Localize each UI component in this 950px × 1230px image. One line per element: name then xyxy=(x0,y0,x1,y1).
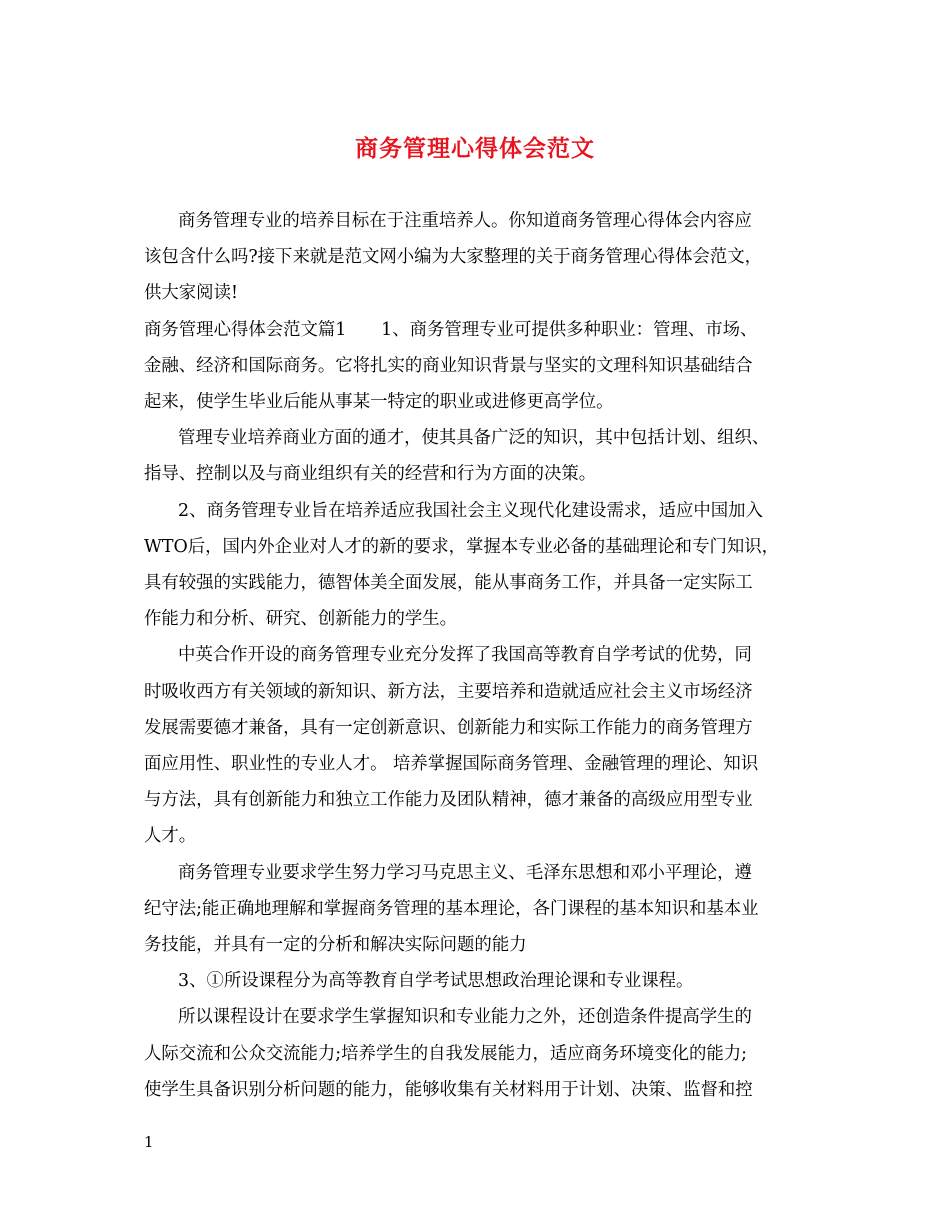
paragraph-line: 所以课程设计在要求学生掌握知识和专业能力之外，还创造条件提高学生的 xyxy=(178,1007,752,1028)
paragraph-line: 商务管理专业的培养目标在于注重培养人。你知道商务管理心得体会内容应 xyxy=(178,211,752,231)
paragraph-line: 3、①所设课程分为高等教育自学考试思想政治理论课和专业课程。 xyxy=(178,971,694,992)
paragraph-line: 人才。 xyxy=(144,826,197,847)
paragraph-line: WTO后，国内外企业对人才的新的要求，掌握本专业必备的基础理论和专门知识， xyxy=(144,536,780,557)
paragraph-line: 起来，使学生毕业后能从事某一特定的职业或进修更高学位。 xyxy=(144,392,614,412)
paragraph-line: 具有较强的实践能力，德智体美全面发展，能从事商务工作，并具备一定实际工 xyxy=(144,573,753,593)
paragraph-line: 面应用性、职业性的专业人才。 培养掌握国际商务管理、金融管理的理论、知识 xyxy=(144,754,759,774)
paragraph-line: 务技能，并具有一定的分析和解决实际问题的能力 xyxy=(144,935,527,955)
paragraph-line: 与方法，具有创新能力和独立工作能力及团队精神，德才兼备的高级应用型专业 xyxy=(144,790,753,811)
paragraph-line: 金融、经济和国际商务。它将扎实的商业知识背景与坚实的文理科知识基础结合 xyxy=(144,355,753,376)
paragraph-line: 使学生具备识别分析问题的能力，能够收集有关材料用于计划、决策、监督和控 xyxy=(144,1079,753,1100)
paragraph-line: 商务管理心得体会范文篇1 1、商务管理专业可提供多种职业：管理、市场、 xyxy=(144,319,758,340)
paragraph-line: 商务管理专业要求学生努力学习马克思主义、毛泽东思想和邓小平理论，遵 xyxy=(178,862,752,883)
paragraph-line: 作能力和分析、研究、创新能力的学生。 xyxy=(144,609,458,630)
paragraph-line: 时吸收西方有关领域的新知识、新方法，主要培养和造就适应社会主义市场经济 xyxy=(144,681,753,702)
paragraph-line: 该包含什么吗?接下来就是范文网小编为大家整理的关于商务管理心得体会范文， xyxy=(144,247,762,268)
paragraph-line: 供大家阅读! xyxy=(144,283,238,304)
page-number: 1 xyxy=(144,1133,154,1151)
paragraph-line: 发展需要德才兼备，具有一定创新意识、创新能力和实际工作能力的商务管理方 xyxy=(144,717,753,738)
paragraph-line: 2、商务管理专业旨在培养适应我国社会主义现代化建设需求，适应中国加入 xyxy=(178,500,763,521)
document-title: 商务管理心得体会范文 xyxy=(355,135,595,162)
paragraph-line: 管理专业培养商业方面的通才，使其具备广泛的知识，其中包括计划、组织、 xyxy=(178,428,770,449)
paragraph-line: 纪守法;能正确地理解和掌握商务管理的基本理论，各门课程的基本知识和基本业 xyxy=(144,898,759,919)
paragraph-line: 中英合作开设的商务管理专业充分发挥了我国高等教育自学考试的优势，同 xyxy=(178,645,752,666)
paragraph-line: 指导、控制以及与商业组织有关的经营和行为方面的决策。 xyxy=(144,464,597,485)
paragraph-line: 人际交流和公众交流能力;培养学生的自我发展能力，适应商务环境变化的能力; xyxy=(144,1043,748,1064)
